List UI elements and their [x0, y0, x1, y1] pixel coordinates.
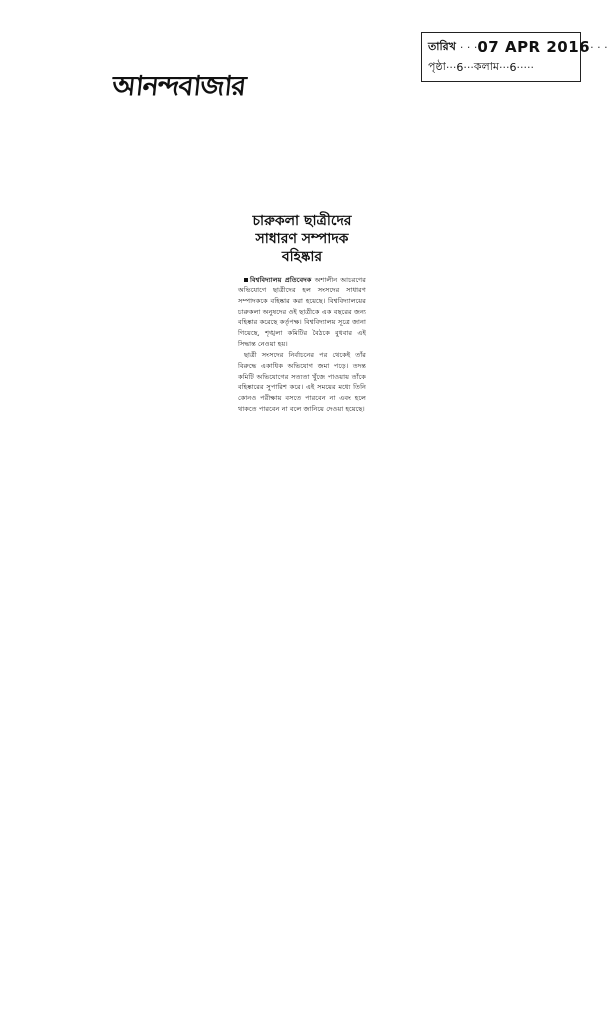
newspaper-masthead: আনন্দবাজার [110, 71, 247, 102]
news-clipping [238, 212, 366, 415]
article-paragraph-2: ছাত্রী সংসদের নির্বাচনের পর থেকেই তাঁর বিরুদ্ধে একাধিক অভিযোগ জমা পড়ে। তদন্ত কমিটি অভিযোগের সত্যতা খুঁজে পাওয়ায় তাঁকে বহিষ্কারের সুপারিশ করে। এই সময়ের মধ্যে তিনি কোনও পরীক্ষায় বসতে পারবেন না এবং হলে থাকতে পারবেন না বলে জানিয়ে দেওয়া হয়েছে। [238, 351, 366, 413]
stamp-column-value: 6 [509, 60, 517, 74]
headline-line-1: চারুকলা ছাত্রীদের [252, 213, 352, 229]
stamp-page-row: পৃষ্ঠা ··· 6 ··· কলাম ··· 6 ····· [428, 57, 574, 77]
stamp-column-label: কলাম [473, 59, 500, 73]
stamp-page-value: 6 [456, 60, 464, 74]
stamp-page-label: পৃষ্ঠা [428, 59, 446, 73]
article-headline [238, 212, 366, 267]
date-stamp [421, 32, 608, 82]
article-dateline: বিশ্ববিদ্যালয় প্রতিবেদক [250, 275, 312, 284]
bullet-square-icon [244, 278, 248, 282]
stamp-date-value: 07 APR 2016 [477, 38, 591, 56]
headline-line-3: বহিষ্কার [281, 249, 323, 266]
article-body [238, 275, 366, 415]
headline-line-2: সাধারণ সম্পাদক [255, 231, 349, 248]
article-paragraph-1: অশালীন আচরণের অভিযোগে ছাত্রীদের হল সংসদের সাধারণ সম্পাদককে বহিষ্কার করা হয়েছে। বিশ্ববিদ্যালয়ের চারুকলা অনুষদের ওই ছাত্রীকে এক বছরের জন্য বহিষ্কার করেছে কর্তৃপক্ষ। বিশ্ববিদ্যালয় সূত্রে জানা গিয়েছে, শৃঙ্খলা কমিটির বৈঠকে বুধবার এই সিদ্ধান্ত নেওয়া হয়। [238, 275, 366, 348]
stamp-date-row: তারিখ · · · 07 APR 2016 · · · [428, 38, 608, 56]
stamp-date-label: তারিখ [428, 39, 456, 53]
